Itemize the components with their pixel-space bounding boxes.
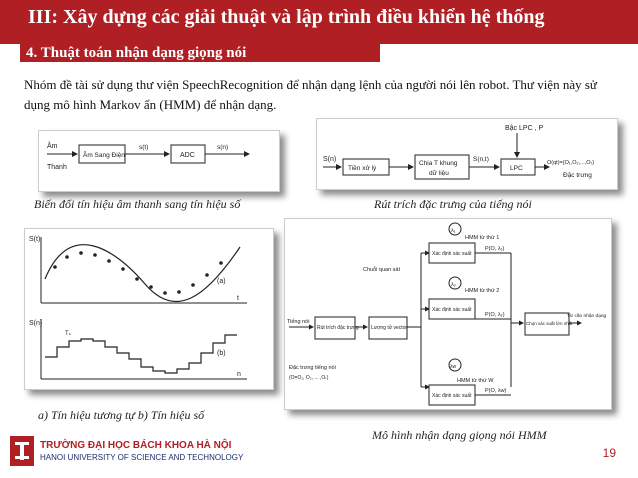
feature-extraction-diagram <box>316 118 618 190</box>
signal-label-st: S(t) <box>29 236 41 243</box>
hmm-lambda2: λ₂ <box>451 282 456 288</box>
rut-trich-label: Rút trích đặc trưng <box>317 325 359 331</box>
feature-output-label: O(qt)={O₁,O₂,...,Oₜ} <box>547 160 595 166</box>
luong-tu-label: Lượng tử vector <box>371 325 408 331</box>
university-name-vi: TRƯỜNG ĐẠI HỌC BÁCH KHOA HÀ NỘI <box>40 440 232 451</box>
tu-can-label: Từ cần nhận dạng <box>567 314 607 319</box>
dac-trung-tieng-noi-label: Đặc trưng tiếng nói <box>289 365 336 371</box>
o-seq-label: (O=O₁, O₂, ... ,Oₜ) <box>289 375 329 381</box>
signal-diagram <box>24 228 274 390</box>
chon-label: Chọn xác suất lớn nhất <box>526 321 573 326</box>
xac-dinh-label-w: Xác định xác suất <box>432 393 472 399</box>
adc-label-am: Âm <box>47 143 58 150</box>
xac-dinh-label-1: Xác định xác suất <box>432 251 472 257</box>
hmm-p2: P(O, λ₂) <box>485 312 505 318</box>
hmm-label-2: HMM từ thứ 2 <box>465 288 500 294</box>
intro-paragraph: Nhóm đề tài sử dụng thư viện SpeechRecognition để nhận dạng lệnh của người nói lên robot. Thư viện này sử dụng mô hình Markov ẩn (HMM) để nhận dạng. <box>24 77 597 112</box>
lpc-label: LPC <box>510 165 523 172</box>
signal-label-n: n <box>237 371 241 378</box>
university-logo-icon <box>8 434 36 468</box>
title-bar <box>0 0 638 44</box>
adc-label-st: s(t) <box>139 144 149 151</box>
chia-khung-label: Chia T khung <box>419 160 458 167</box>
feature-label-snt: S(n,t) <box>473 156 489 163</box>
signal-label-sn: S(n) <box>29 320 43 327</box>
signal-label-b: (b) <box>217 350 226 357</box>
feature-caption: Rút trích đặc trưng của tiếng nói <box>374 197 532 211</box>
hmm-lambda1: λ₁ <box>451 228 456 234</box>
am-sang-dien-label: Âm Sang Điện <box>83 152 125 159</box>
university-name-en: HANOI UNIVERSITY OF SCIENCE AND TECHNOLOGY <box>40 453 244 462</box>
signal-caption: a) Tín hiệu tương tự b) Tín hiệu số <box>38 408 205 422</box>
hmm-diagram <box>284 218 612 410</box>
hmm-p1: P(O, λ₁) <box>485 246 505 252</box>
slide-subtitle: 4. Thuật toán nhận dạng giọng nói <box>26 45 247 61</box>
signal-label-a: (a) <box>217 278 226 285</box>
adc-label-sn: s(n) <box>217 144 229 151</box>
chuoi-quan-sat-label: Chuỗi quan sát <box>363 267 400 273</box>
page-number: 19 <box>602 446 616 460</box>
xac-dinh-label-2: Xác định xác suất <box>432 307 472 313</box>
hmm-caption: Mô hình nhận dạng giọng nói HMM <box>372 428 547 442</box>
adc-label-thanh: Thanh <box>47 164 67 171</box>
signal-label-t: t <box>237 295 239 302</box>
hmm-label-1: HMM từ thứ 1 <box>465 235 500 241</box>
feature-label-sn: S(n) <box>323 156 337 163</box>
du-lieu-label: dữ liệu <box>429 170 449 177</box>
adc-caption: Biến đổi tín hiệu âm thanh sang tín hiệu số <box>34 197 241 211</box>
hmm-label-w: HMM từ thứ W <box>457 378 494 384</box>
subtitle-bar <box>20 44 380 62</box>
signal-label-ts: Tₛ <box>65 331 71 337</box>
tieng-noi-label: Tiếng nói <box>287 319 310 325</box>
adc-box-label: ADC <box>180 152 195 159</box>
slide-title: III: Xây dựng các giải thuật và lập trình điều khiển hệ thống <box>28 6 545 28</box>
dac-trung-label: Đặc trưng <box>563 172 592 179</box>
hmm-pw: P(O, λw) <box>485 388 507 394</box>
tien-xu-ly-label: Tiền xử lý <box>348 165 377 172</box>
feature-label-bac-lpc: Bậc LPC , P <box>505 125 544 132</box>
hmm-lambda-w: λw <box>450 364 457 370</box>
adc-diagram <box>38 130 280 192</box>
